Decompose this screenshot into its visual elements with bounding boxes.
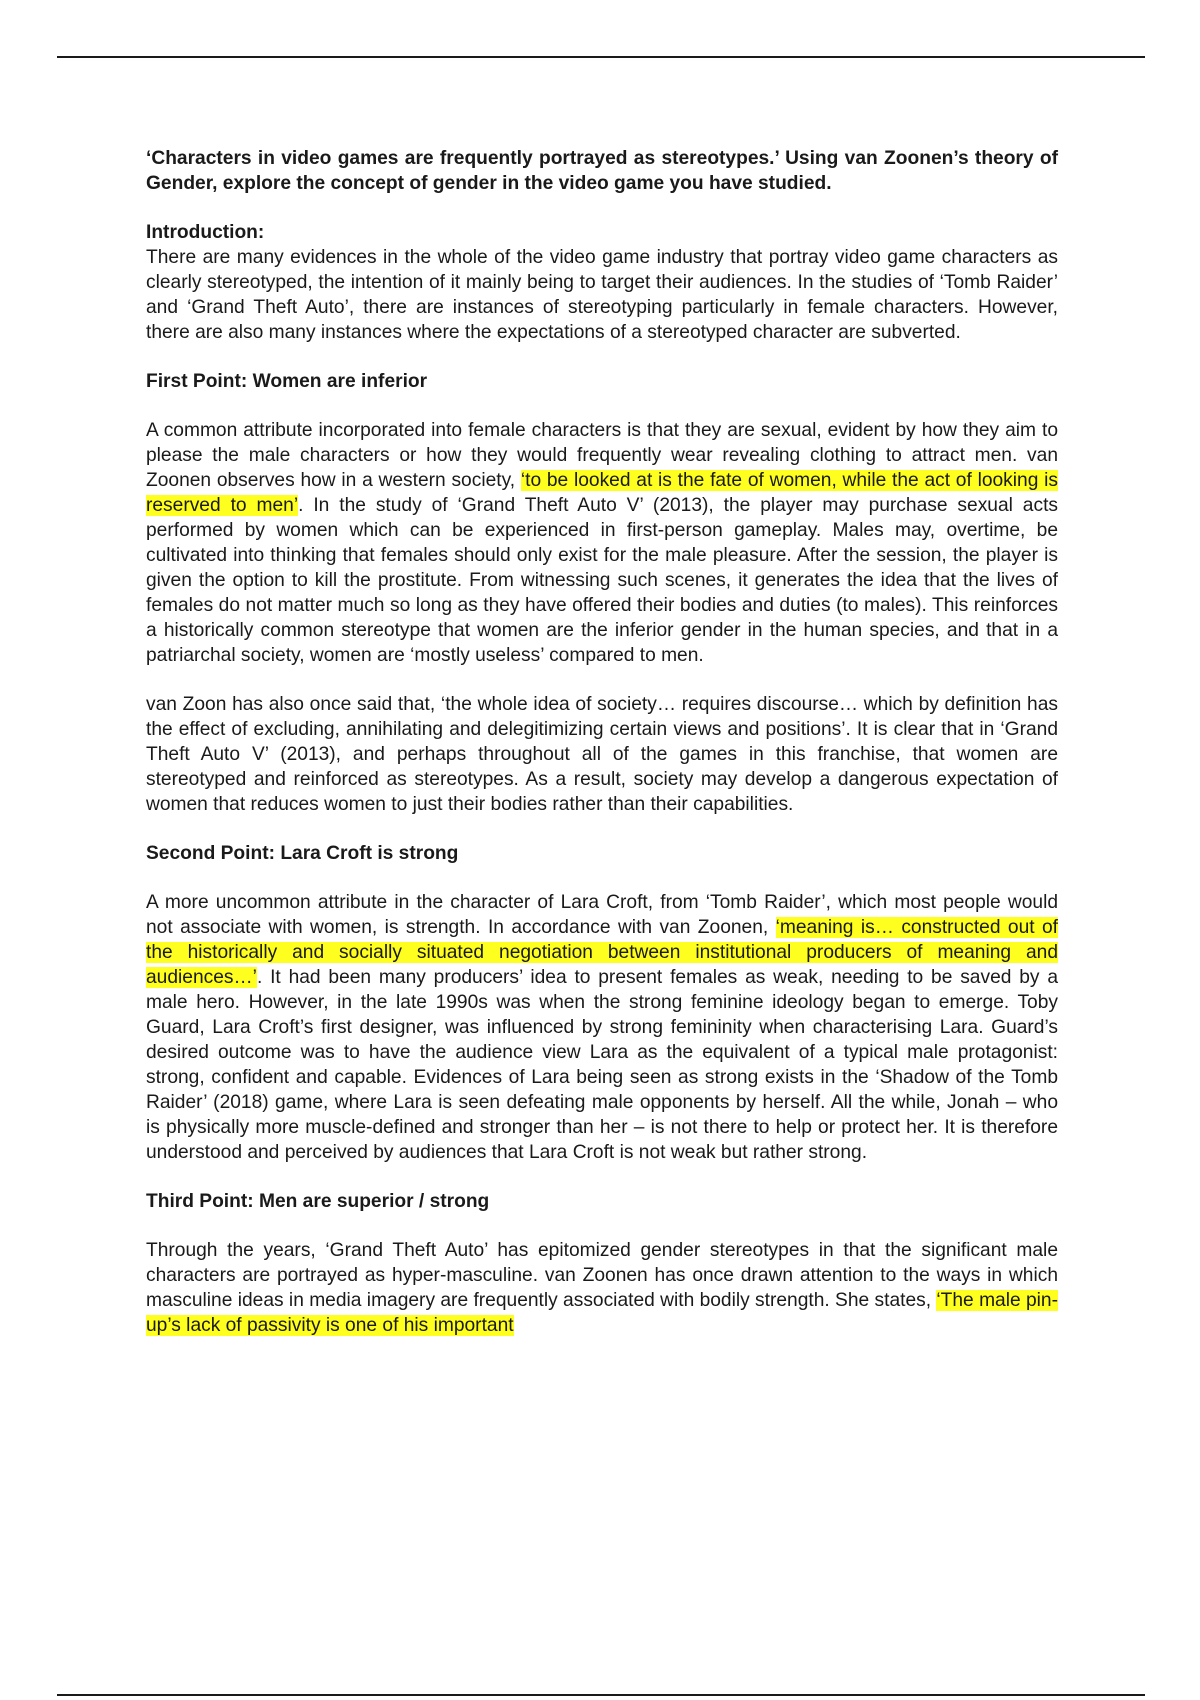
first-point-text-before: A common attribute incorporated into female characters is that they are sexual, evident by how they aim to please the male characters or how they would frequently wear revealing clothing to attract men. van Zoonen observes how in a western society, [146,420,1058,491]
bottom-rule [57,1694,1145,1696]
first-point-highlighted-quote: ‘to be looked at is the fate of women, while the act of looking is reserved to men’ [146,470,1058,516]
third-point-text-before: Through the years, ‘Grand Theft Auto’ has epitomized gender stereotypes in that the significant male characters are portrayed as hyper-masculine. van Zoonen has once drawn attention to the ways in which masculine ideas in media imagery are frequently associated with bodily strength. She states, [146,1240,1058,1311]
first-point-paragraph-2: van Zoon has also once said that, ‘the whole idea of society… requires discourse… which by definition has the effect of excluding, annihilating and delegitimizing certain views and positions’. It is clear that in ‘Grand Theft Auto V’ (2013), and perhaps throughout all of the games in this franchise, that women are stereotyped and reinforced as stereotypes. As a result, society may develop a dangerous expectation of women that reduces women to just their bodies rather than their capabilities. [146,694,1058,815]
second-point-highlighted-quote: ‘meaning is… constructed out of the historically and socially situated negotiation between institutional producers of meaning and audiences…’ [146,917,1058,988]
third-point-highlighted-quote: ‘The male pin-up’s lack of passivity is one of his important [146,1290,1058,1336]
top-rule [57,56,1145,58]
second-point-heading: Second Point: Lara Croft is strong [146,843,459,864]
second-point-text-before: A more uncommon attribute in the character of Lara Croft, from ‘Tomb Raider’, which most people would not associate with women, is strength. In accordance with van Zoonen, [146,892,1058,938]
third-point-paragraph [146,1238,1058,1338]
first-point-heading: First Point: Women are inferior [146,371,428,392]
third-point-heading: Third Point: Men are superior / strong [146,1191,490,1212]
first-point-paragraph-1 [146,418,1058,668]
introduction-heading: Introduction: [146,222,265,243]
introduction-paragraph: There are many evidences in the whole of the video game industry that portray video game characters as clearly stereotyped, the intention of it mainly being to target their audiences. In the studies of ‘Tomb Raider’ and ‘Grand Theft Auto’, there are instances of stereotyping particularly in female characters. However, there are also many instances where the expectations of a stereotyped character are subverted. [146,247,1058,343]
second-point-paragraph [146,890,1058,1165]
second-point-text-after: . It had been many producers’ idea to present females as weak, needing to be saved by a male hero. However, in the late 1990s was when the strong feminine ideology began to emerge. Toby Guard, Lara Croft’s first designer, was influenced by strong femininity when characterising Lara. Guard’s desired outcome was to have the audience view Lara as the equivalent of a typical male protagonist: strong, confident and capable. Evidences of Lara being seen as strong exists in the ‘Shadow of the Tomb Raider’ (2018) game, where Lara is seen defeating male opponents by herself. All the while, Jonah – who is physically more muscle-defined and stronger than her – is not there to help or protect her. It is therefore understood and perceived by audiences that Lara Croft is not weak but rather strong. [146,967,1058,1163]
document-page [146,146,1058,1338]
essay-question: ‘Characters in video games are frequently portrayed as stereotypes.’ Using van Zoonen’s theory of Gender, explore the concept of gender in the video game you have studied. [146,148,1058,194]
first-point-text-after: . In the study of ‘Grand Theft Auto V’ (2013), the player may purchase sexual acts performed by women which can be experienced in first-person gameplay. Males may, overtime, be cultivated into thinking that females should only exist for the male pleasure. After the session, the player is given the option to kill the prostitute. From witnessing such scenes, it generates the idea that the lives of females do not matter much so long as they have offered their bodies and duties (to males). This reinforces a historically common stereotype that women are the inferior gender in the human species, and that in a patriarchal society, women are ‘mostly useless’ compared to men. [146,495,1058,666]
